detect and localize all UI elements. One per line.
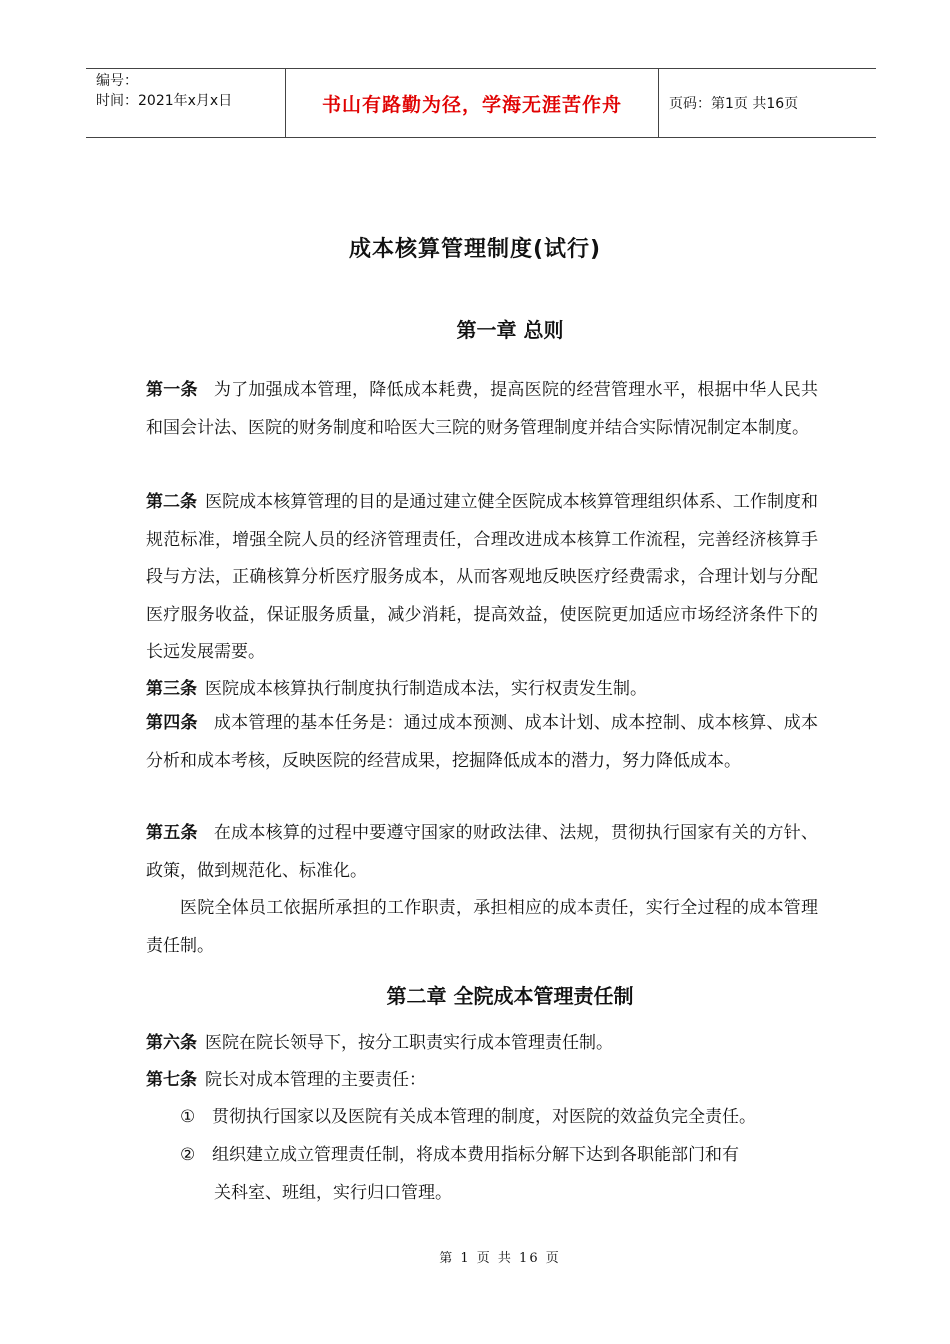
page-label: 页码：第1页 共16页 [669, 96, 799, 112]
chapter1-paragraph: 医院全体员工依据所承担的工作职责，承担相应的成本责任，实行全过程的成本管理责任制。 [146, 898, 818, 956]
serial-label: 编号： [96, 73, 138, 89]
item-number: ① [180, 1107, 196, 1127]
page-footer: 第 1 页 共 16 页 [439, 1251, 561, 1266]
article-label: 第五条 [146, 823, 198, 843]
article-2 [146, 484, 818, 672]
document-title: 成本核算管理制度(试行) [348, 237, 602, 262]
article-text: 院长对成本管理的主要责任： [205, 1070, 426, 1090]
item-number: ② [180, 1145, 196, 1165]
article-6 [146, 1025, 818, 1063]
article-label: 第一条 [146, 380, 198, 400]
chapter-heading: 第一章 总则 [456, 318, 564, 342]
item-text: 组织建立成立管理责任制，将成本费用指标分解下达到各职能部门和有 [212, 1145, 739, 1165]
article-text: 医院成本核算执行制度执行制造成本法，实行权责发生制。 [205, 679, 647, 699]
article-text: 医院在院长领导下，按分工职责实行成本管理责任制。 [205, 1033, 613, 1053]
article-label: 第三条 [146, 679, 197, 699]
chapter-heading: 第二章 全院成本管理责任制 [386, 984, 634, 1008]
article-5 [146, 815, 818, 890]
article-4 [146, 705, 818, 780]
article-label: 第四条 [146, 713, 198, 733]
page-header [86, 68, 876, 138]
article-label: 第七条 [146, 1070, 197, 1090]
item-continuation: 关科室、班组，实行归口管理。 [214, 1182, 452, 1203]
article-3 [146, 671, 818, 709]
header-meta [86, 69, 286, 137]
item-text: 贯彻执行国家以及医院有关成本管理的制度，对医院的效益负完全责任。 [212, 1107, 756, 1127]
list-item [180, 1099, 820, 1137]
header-motto: 书山有路勤为径，学海无涯苦作舟 [321, 93, 622, 116]
article-1 [146, 372, 818, 447]
article-text: 在成本核算的过程中要遵守国家的财政法律、法规，贯彻执行国家有关的方针、政策，做到规范化、标准化。 [146, 823, 819, 881]
article-text: 医院成本核算管理的目的是通过建立健全医院成本核算管理组织体系、工作制度和规范标准，增强全院人员的经济管理责任，合理改进成本核算工作流程，完善经济核算手段与方法，正确核算分析医疗服务成本，从而客观地反映医疗经费需求，合理计划与分配医疗服务收益，保证服务质量，减少消耗，提高效益，使医院更加适应市场经济条件下的长远发展需要。 [146, 492, 819, 662]
list-item [180, 1137, 820, 1212]
article-7 [146, 1062, 818, 1100]
time-label: 时间：2021年x月x日 [96, 93, 233, 109]
header-motto-cell [286, 69, 659, 137]
article-text: 为了加强成本管理，降低成本耗费，提高医院的经营管理水平，根据中华人民共和国会计法、医院的财务制度和哈医大三院的财务管理制度并结合实际情况制定本制度。 [146, 380, 819, 438]
article-label: 第二条 [146, 492, 198, 512]
header-page-cell [659, 69, 876, 137]
article-label: 第六条 [146, 1033, 197, 1053]
article-text: 成本管理的基本任务是：通过成本预测、成本计划、成本控制、成本核算、成本分析和成本考核，反映医院的经营成果，挖掘降低成本的潜力，努力降低成本。 [146, 713, 819, 771]
